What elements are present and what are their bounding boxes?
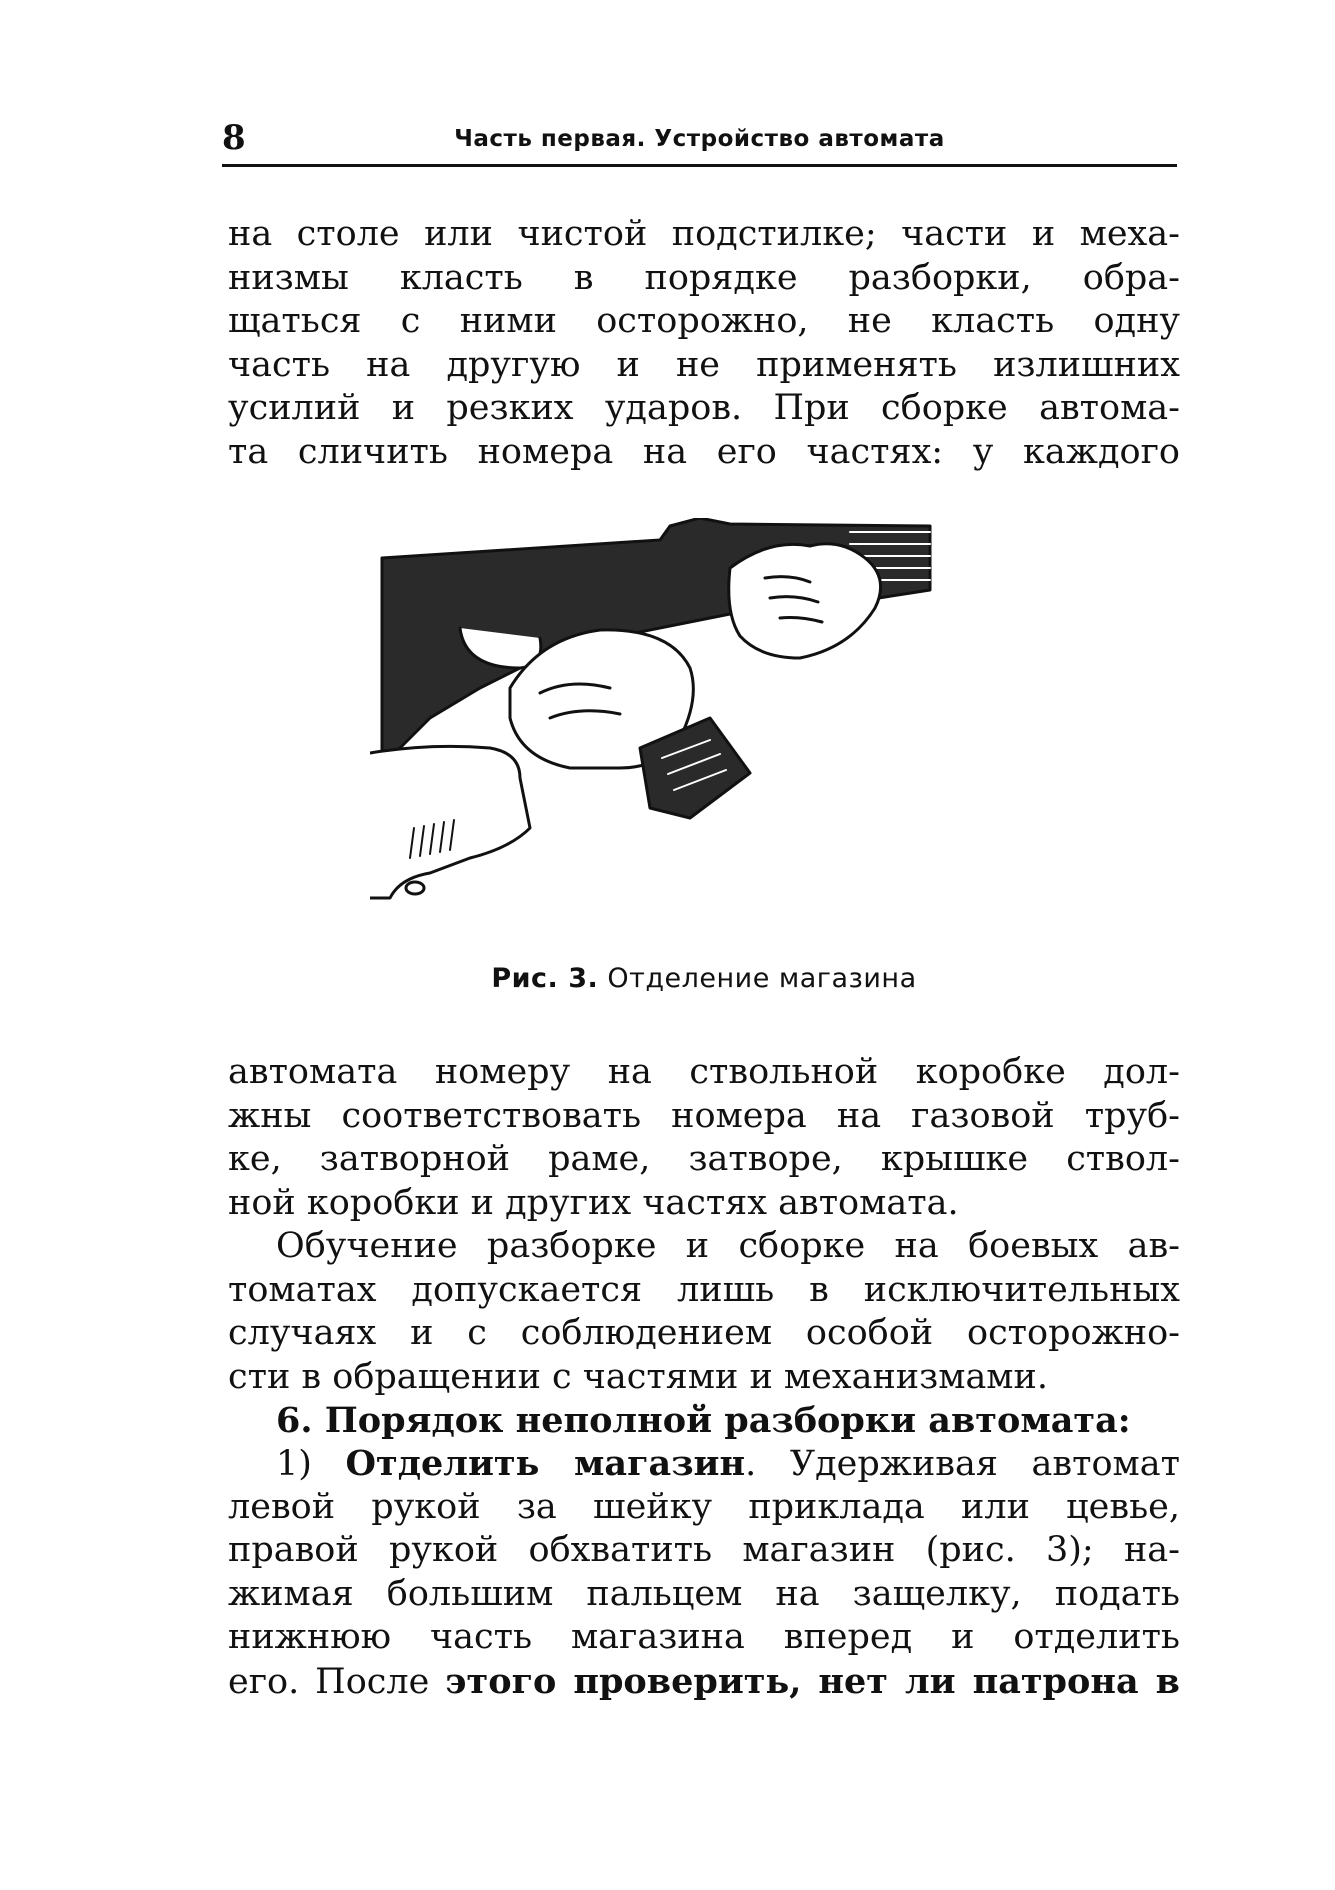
caption-text: Отделение магазина [607, 963, 917, 994]
step-title: Отделить магазин [345, 1443, 746, 1484]
text-line: ке, затворной раме, затворе, крышке ствол- [228, 1139, 1180, 1179]
running-title: Часть первая. Устройство автомата [454, 126, 945, 152]
sleeve [370, 746, 530, 898]
continuation-paragraph [228, 1051, 1180, 1225]
figure-caption [228, 963, 1180, 994]
text-line: часть на другую и не применять излишних [228, 344, 1180, 385]
text-line: левой рукой за шейку приклада или цевье, [228, 1486, 1180, 1527]
text-line: щаться с ними осторожно, не класть одну [228, 301, 1180, 341]
text-line: на столе или чистой подстилке; части и меха- [228, 214, 1180, 254]
caption-label: Рис. 3. [491, 963, 599, 994]
text-line: автомата номеру на ствольной коробке дол- [228, 1052, 1180, 1092]
text-line: усилий и резких ударов. При сборке автома- [228, 388, 1180, 428]
text-line: правой рукой обхватить магазин (рис. 3); на- [228, 1530, 1180, 1570]
text-line: жимая большим пальцем на защелку, подать [228, 1573, 1180, 1614]
left-hand [729, 544, 881, 658]
text-line: жны соответствовать номера на газовой труб- [228, 1095, 1180, 1136]
illustration-drawing [370, 518, 1070, 948]
text-line: случаях и с соблюдением особой осторожно- [228, 1313, 1180, 1353]
bold-fragment: этого проверить, нет ли патрона в [445, 1660, 1180, 1702]
text-line: та сличить номера на его частях: у каждого [228, 431, 1180, 472]
section-heading-text: 6. Порядок неполной разборки автомата: [276, 1400, 1131, 1441]
top-paragraph [228, 213, 1180, 474]
step-number: 1) [276, 1444, 312, 1484]
step-1-first-line [228, 1442, 1180, 1486]
text-line: ной коробки и других частях автомата. [228, 1182, 959, 1223]
header-rule [222, 164, 1177, 167]
step-1 [228, 1442, 1180, 1703]
step-1-last-line [228, 1660, 1180, 1704]
text-line: томатах допускается лишь в исключительных [228, 1269, 1180, 1310]
cuff-button [406, 882, 424, 894]
text-line: сти в обращении с частями и механизмами. [228, 1356, 1048, 1397]
section-heading [228, 1399, 1180, 1443]
text-line: нижнюю часть магазина вперед и отделить [228, 1617, 1180, 1657]
text-fragment: его. После [228, 1661, 430, 1702]
text-line: Обучение разборке и сборке на боевых ав- [276, 1226, 1180, 1266]
magazine-removal-illustration [370, 518, 1070, 948]
page-number: 8 [222, 118, 246, 158]
running-head [222, 118, 1177, 162]
step-text: . Удерживая автомат [745, 1444, 1180, 1484]
text-line: низмы класть в порядке разборки, обра- [228, 257, 1180, 298]
training-paragraph [228, 1225, 1180, 1399]
